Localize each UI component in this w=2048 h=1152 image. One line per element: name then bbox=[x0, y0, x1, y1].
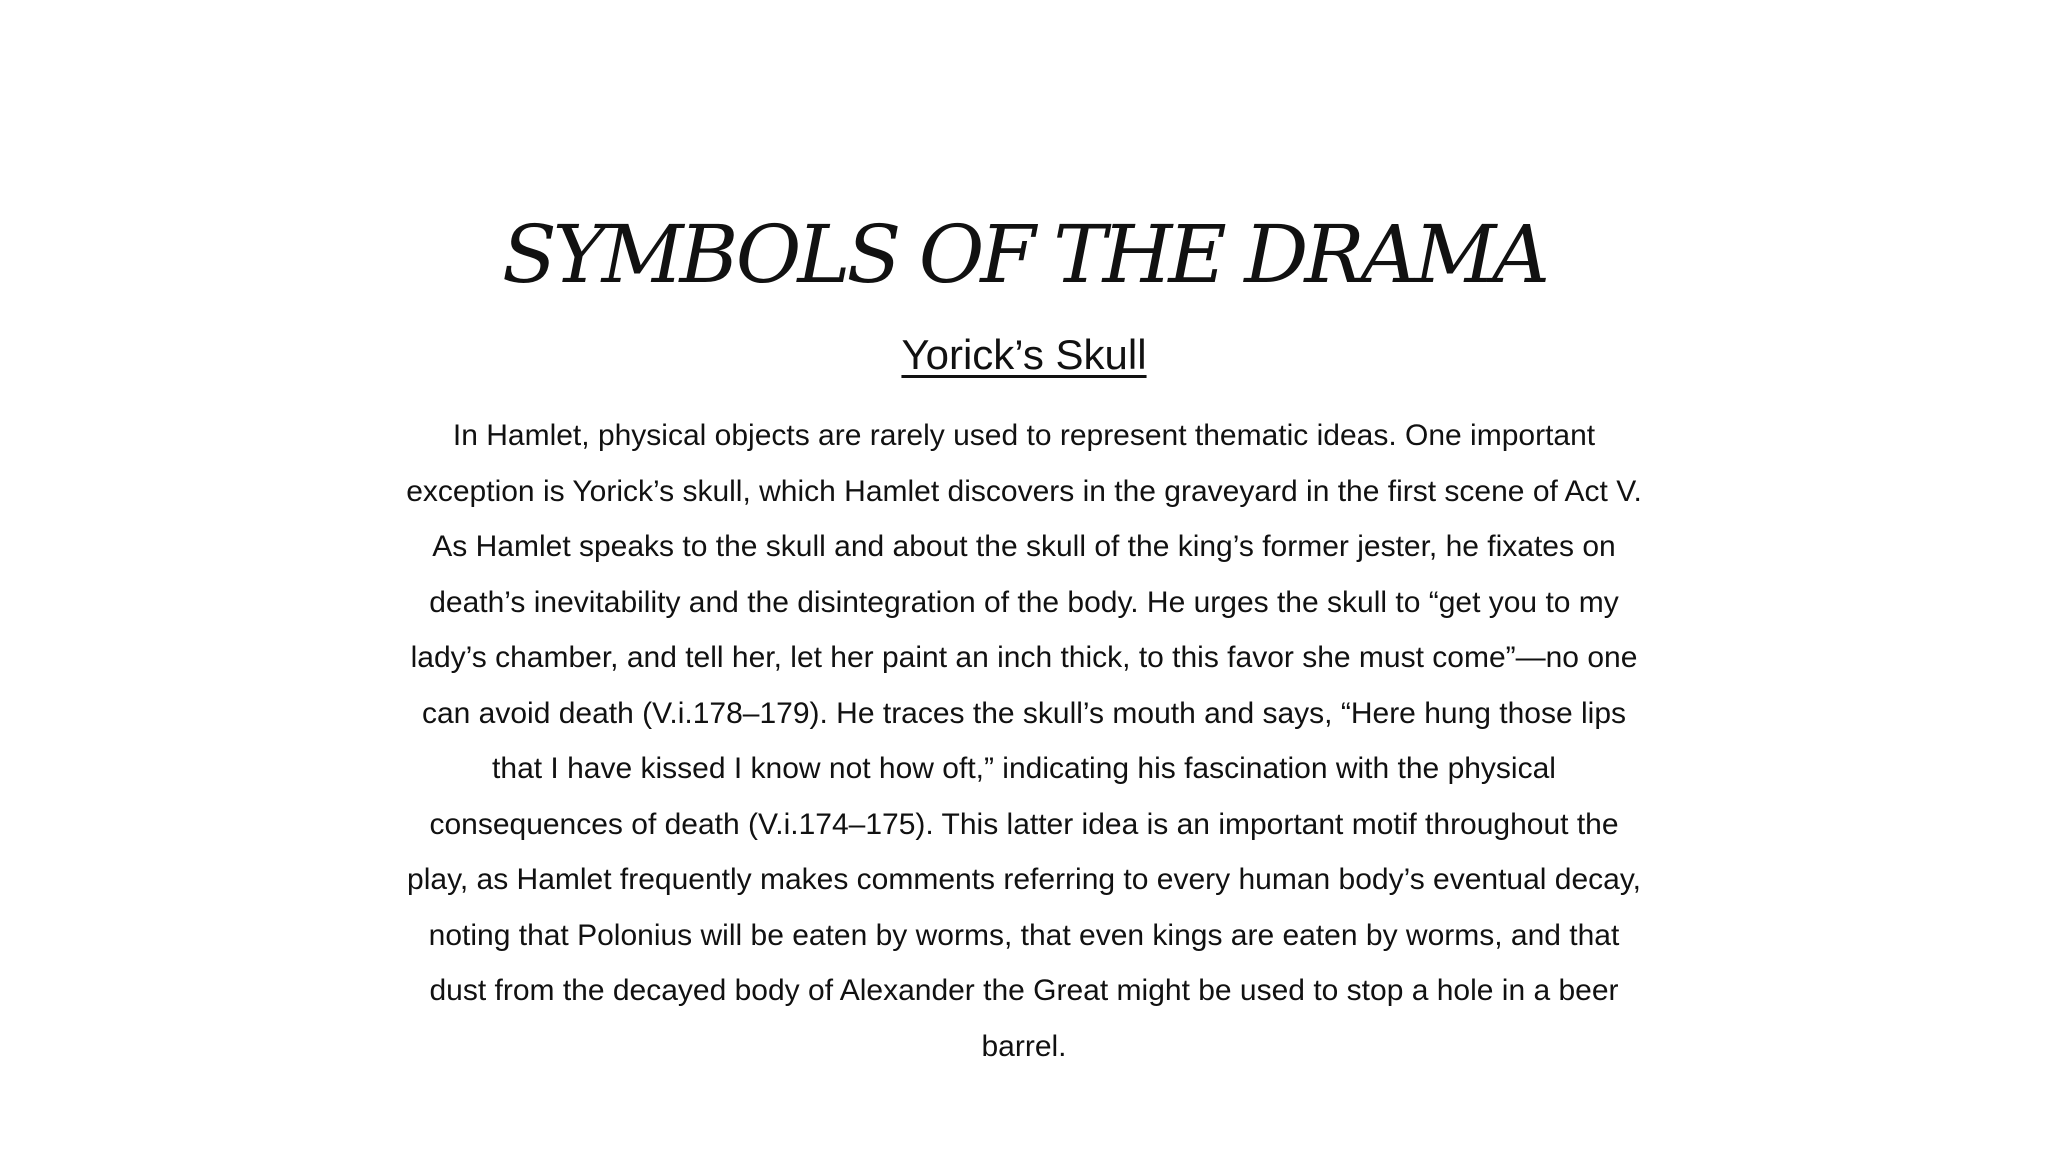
body-line: can avoid death (V.i.178–179). He traces the skull’s mouth and says, “Here hung those lips bbox=[421, 696, 1627, 730]
body-line: consequences of death (V.i.174–175). This latter idea is an important motif throughout the bbox=[429, 807, 1619, 841]
slide-title: SYMBOLS OF THE DRAMA bbox=[501, 208, 1547, 301]
body-line: barrel. bbox=[981, 1029, 1067, 1063]
body-line: exception is Yorick’s skull, which Hamlet discovers in the graveyard in the first scene of Act V. bbox=[406, 474, 1642, 508]
body-line: lady’s chamber, and tell her, let her paint an inch thick, to this favor she must come”—no one bbox=[410, 641, 1638, 674]
body-line: noting that Polonius will be eaten by worms, that even kings are eaten by worms, and that bbox=[428, 918, 1620, 952]
body-line: dust from the decayed body of Alexander the Great might be used to stop a hole in a beer bbox=[429, 974, 1619, 1007]
subtitle-text: Yorick’s Skull bbox=[901, 331, 1147, 378]
body-line: death’s inevitability and the disintegration of the body. He urges the skull to “get you to my bbox=[429, 585, 1619, 619]
body-paragraph bbox=[25, 408, 2023, 1074]
body-line: that I have kissed I know not how oft,” indicating his fascination with the physical bbox=[492, 752, 1556, 785]
body-line: As Hamlet speaks to the skull and about the skull of the king’s former jester, he fixates on bbox=[432, 530, 1616, 563]
body-line: play, as Hamlet frequently makes comments referring to every human body’s eventual decay, bbox=[407, 863, 1641, 896]
slide-subtitle bbox=[0, 330, 2048, 380]
body-line: In Hamlet, physical objects are rarely used to represent thematic ideas. One important bbox=[452, 419, 1596, 452]
